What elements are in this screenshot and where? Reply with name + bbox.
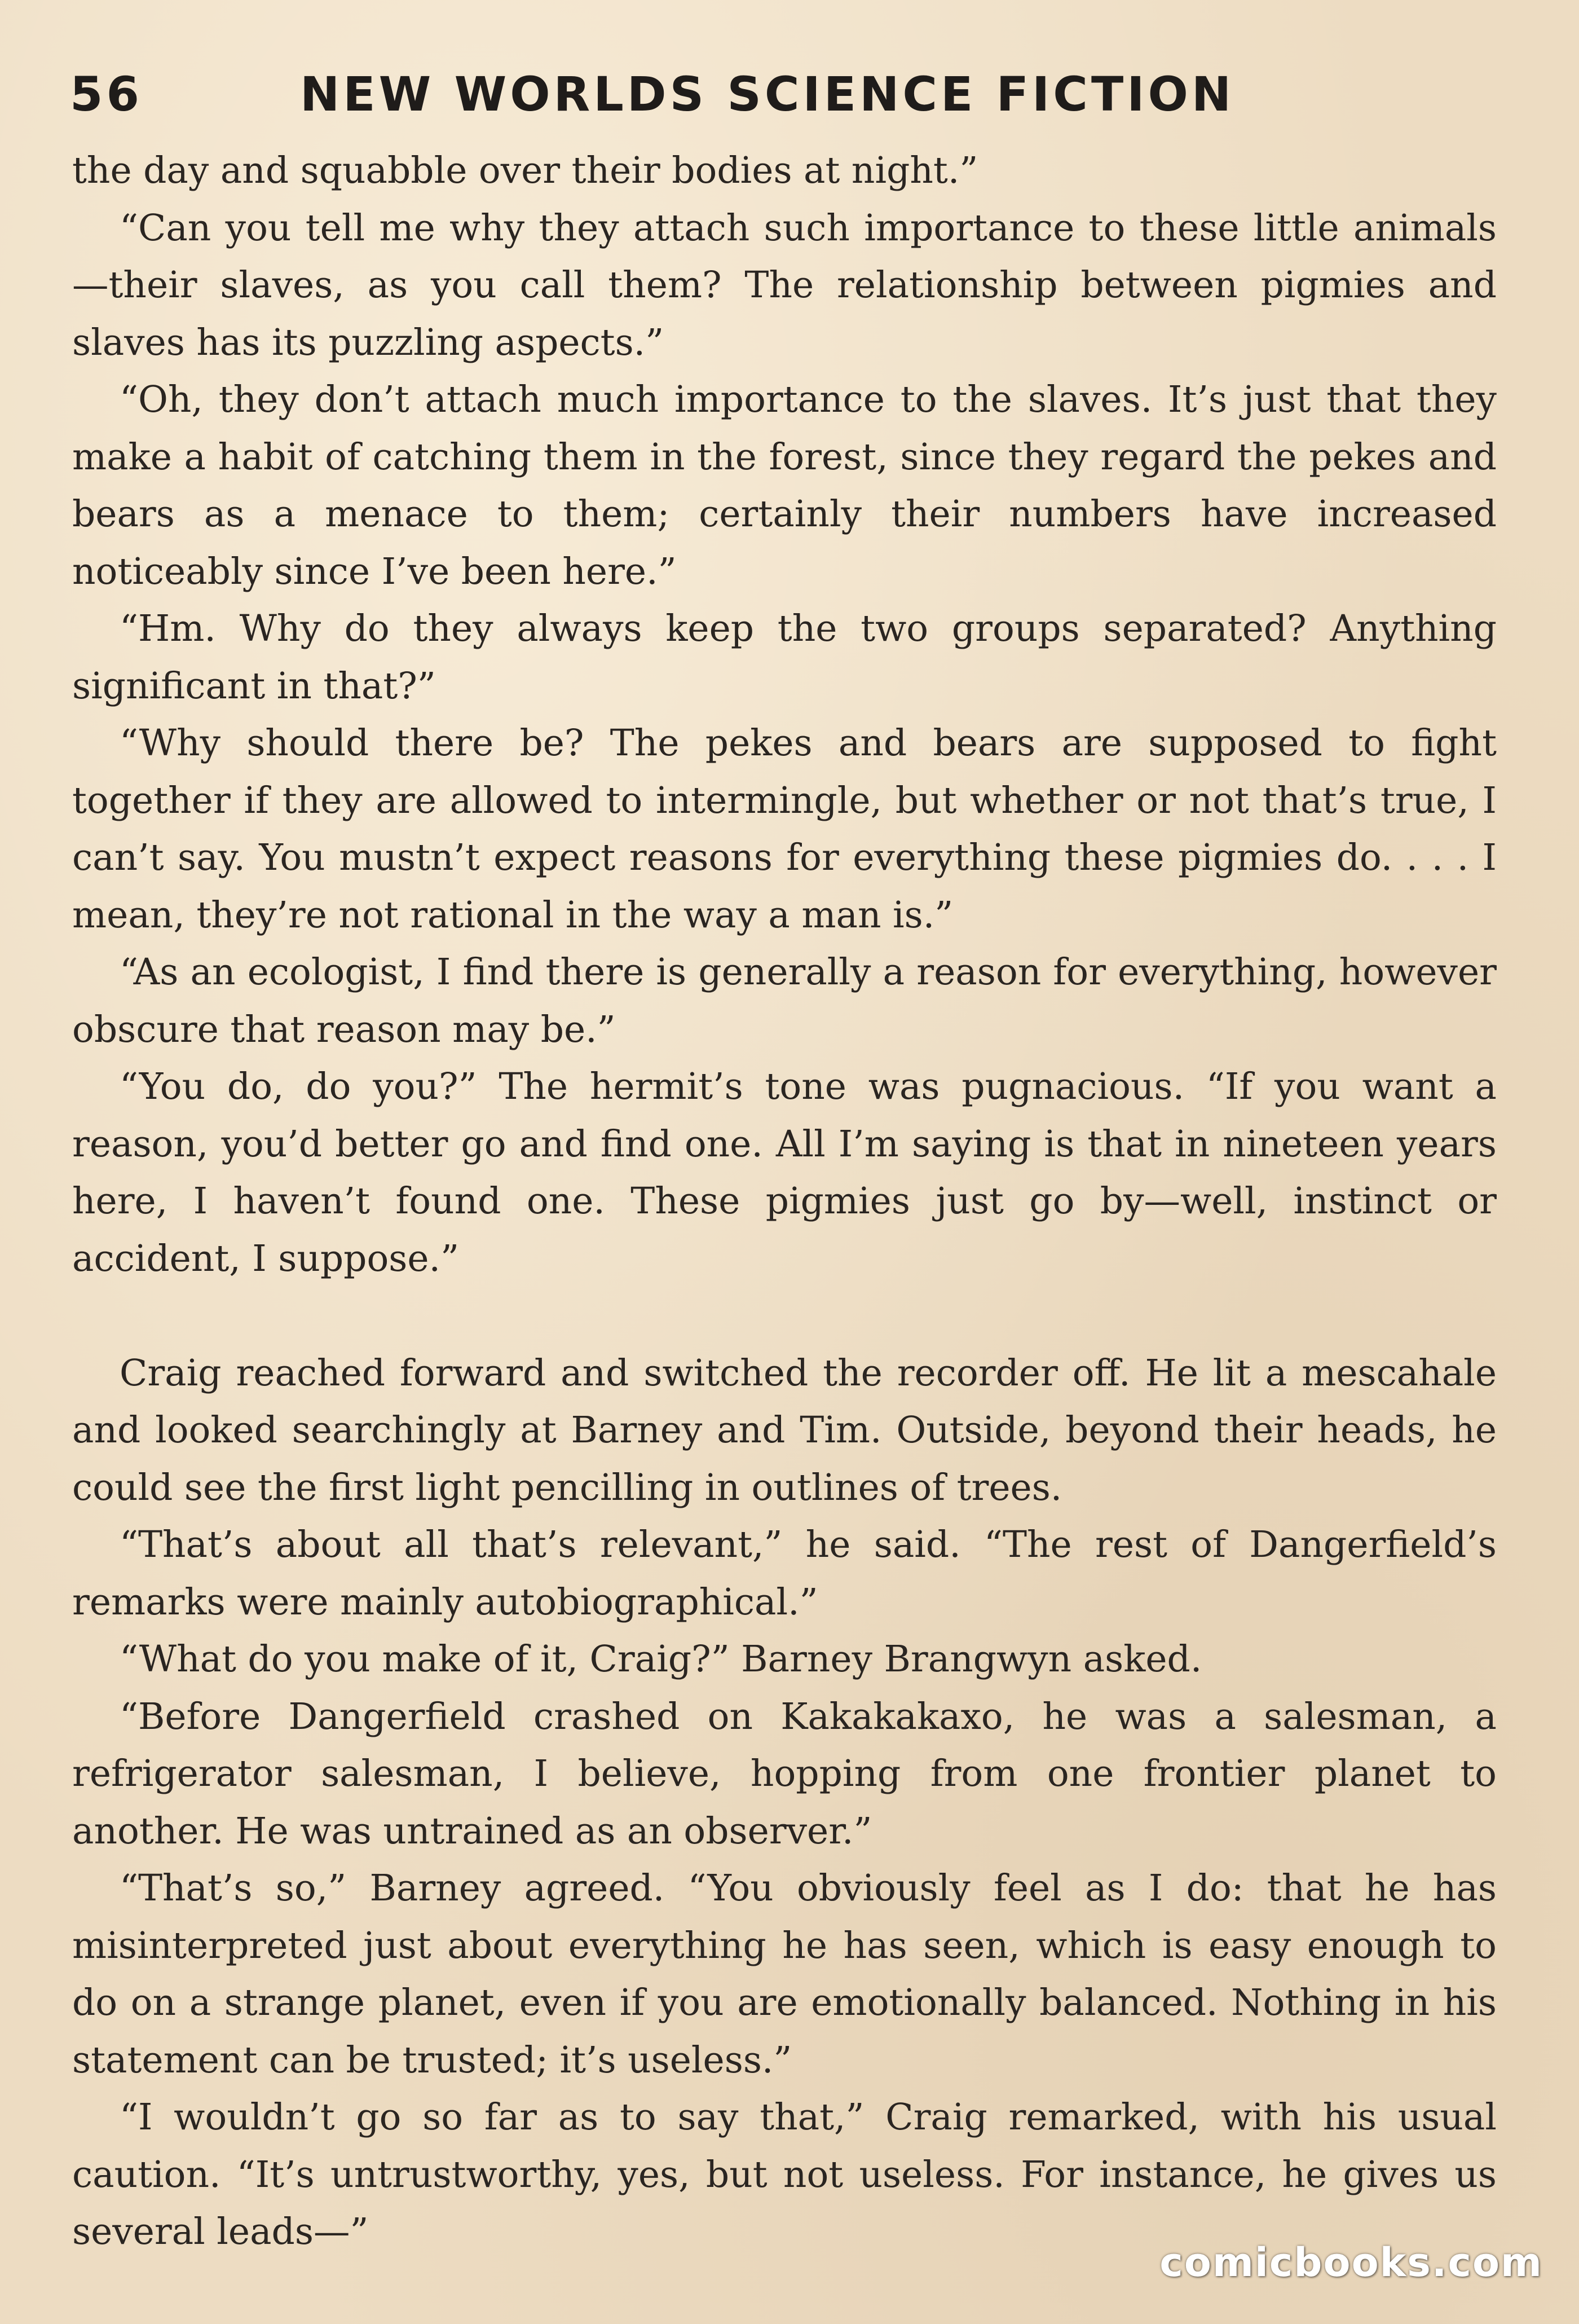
running-header [70, 61, 1497, 134]
paragraph: “That’s about all that’s relevant,” he said. “The rest of Dangerfield’s remarks were mainly autobiographical.” [72, 1524, 1497, 1623]
paragraph: “That’s so,” Barney agreed. “You obviously feel as I do: that he has misinterpreted just about everything he has seen, which is easy enough to do on a strange planet, even if you are emotionally balanced. Nothing in his statement can be trusted; it’s useless.” [72, 1867, 1497, 2081]
paragraph: “Can you tell me why they attach such importance to these little animals—their slaves, as you call them? The relationship between pigmies and slaves has its puzzling aspects.” [72, 206, 1497, 364]
paragraph: “You do, do you?” The hermit’s tone was pugnacious. “If you want a reason, you’d better go and find one. All I’m saying is that in nineteen years here, I haven’t found one. These pigmies just go by—well, instinct or accident, I suppose.” [72, 1066, 1497, 1280]
paragraph: “Why should there be? The pekes and bears are supposed to fight together if they are allowed to intermingle, but whether or not that’s true, I can’t say. You mustn’t expect reasons for everything these pigmies do. . . . I mean, they’re not rational in the way a man is.” [72, 722, 1497, 936]
paragraph-continued: the day and squabble over their bodies at night.” [72, 149, 978, 192]
paragraph: “Oh, they don’t attach much importance to the slaves. It’s just that they make a habit of catching them in the forest, since they regard the pekes and bears as a menace to them; certainly their numbers have increased noticeably since I’ve been here.” [72, 378, 1497, 593]
story-text [72, 142, 1497, 2261]
paragraph: “I wouldn’t go so far as to say that,” Craig remarked, with his usual caution. “It’s untrustworthy, yes, but not useless. For instance, he gives us several leads—” [72, 2096, 1497, 2253]
source-watermark: comicbooks.com [1159, 2239, 1543, 2286]
paragraph: “Hm. Why do they always keep the two groups separated? Anything significant in that?” [72, 608, 1497, 707]
paragraph-section-start: Craig reached forward and switched the recorder off. He lit a mescahale and looked searchingly at Barney and Tim. Outside, beyond their heads, he could see the first light pencilling in outlines of trees. [72, 1352, 1497, 1509]
paragraph: “As an ecologist, I find there is generally a reason for everything, however obscure that reason may be.” [72, 951, 1497, 1051]
page-number: 56 [70, 67, 143, 122]
publication-title: NEW WORLDS SCIENCE FICTION [300, 67, 1235, 122]
paragraph: “Before Dangerfield crashed on Kakakakaxo, he was a salesman, a refrigerator salesman, I believe, hopping from one frontier planet to another. He was untrained as an observer.” [72, 1695, 1497, 1852]
paragraph: “What do you make of it, Craig?” Barney Brangwyn asked. [120, 1638, 1202, 1680]
